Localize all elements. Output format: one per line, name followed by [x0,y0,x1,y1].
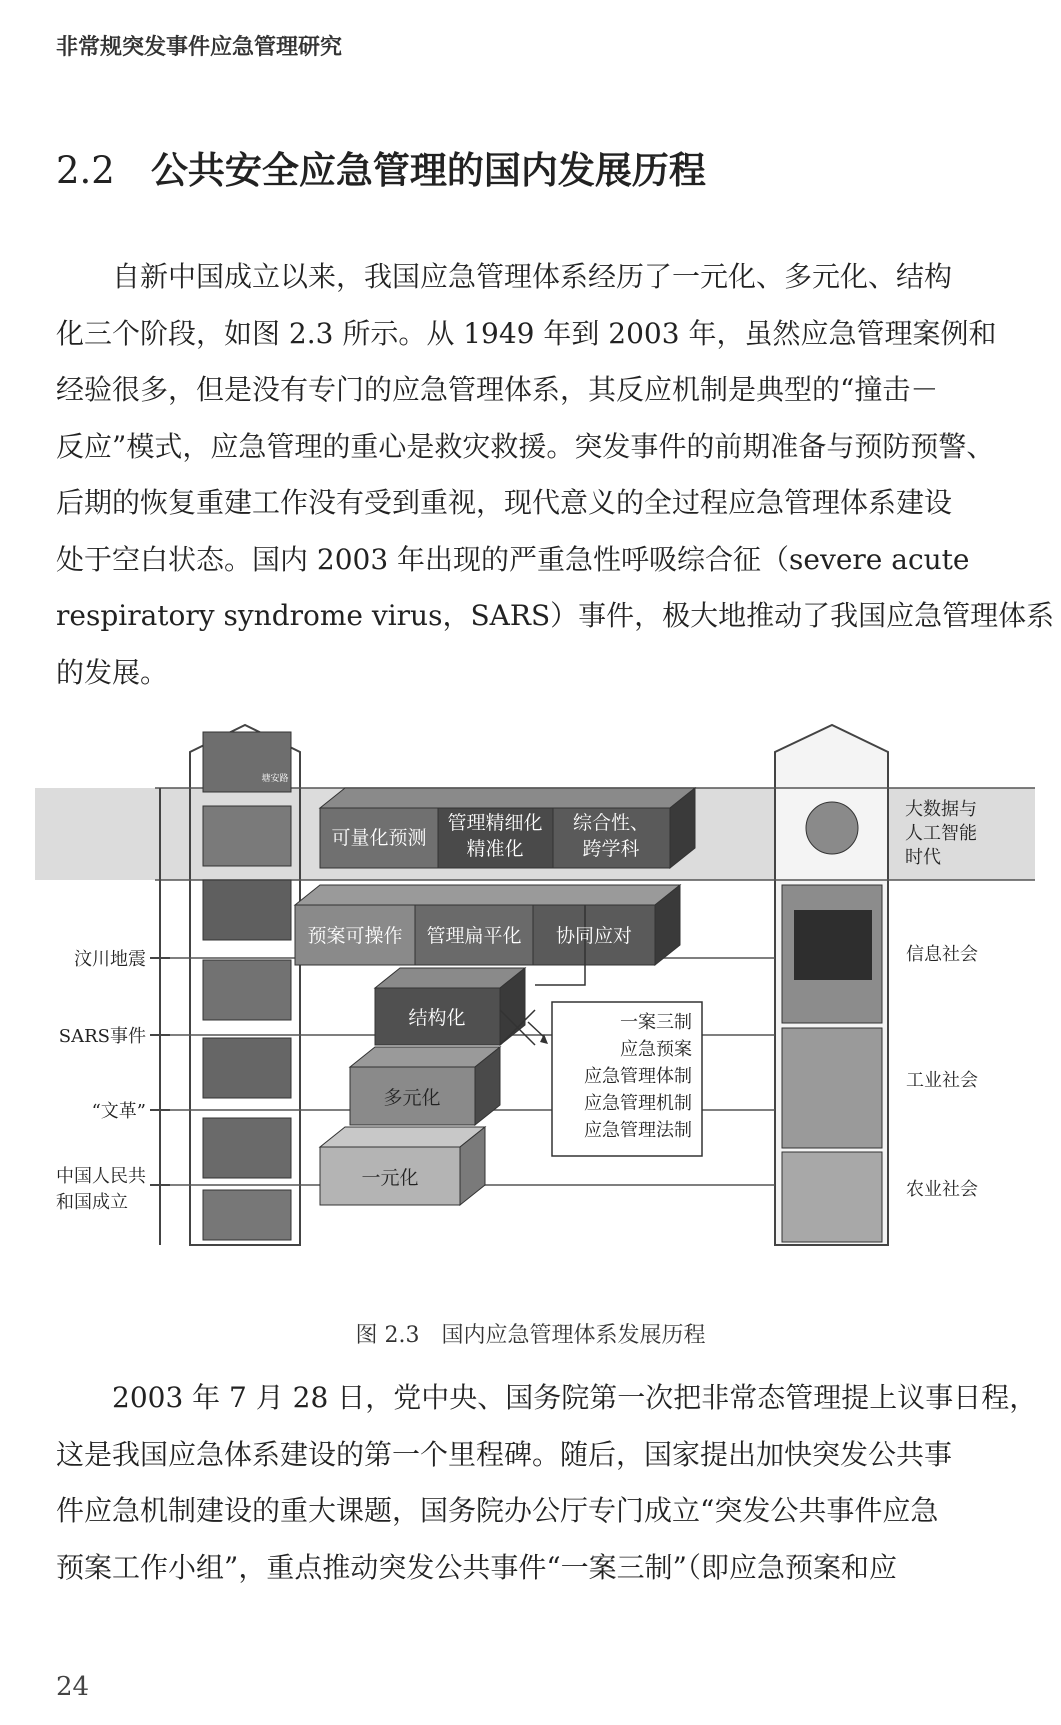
stage-label: 结构化 [408,1007,466,1029]
system-item: 应急预案 [620,1039,692,1060]
paragraph-2 [56,1370,1038,1596]
paragraph-line: 反应”模式，应急管理的重心是救灾救援。突发事件的前期准备与预防预警、 [56,429,995,463]
paragraph-line: 后期的恢复重建工作没有受到重视，现代意义的全过程应急管理体系建设 [56,486,953,519]
paragraph-line: 2003 年 7 月 28 日，党中央、国务院第一次把非常态管理提上议事日程， [56,1381,1038,1414]
paragraph-line: 件应急机制建设的重大课题，国务院办公厅专门成立“突发公共事件应急 [56,1494,939,1527]
system-item: 应急管理法制 [584,1120,692,1141]
paragraph-line: 这是我国应急体系建设的第一个里程碑。随后，国家提出加快突发公共事 [56,1437,953,1471]
stage-label: 精准化 [466,838,524,860]
stage-label: 多元化 [383,1087,441,1109]
stage-label: 一元化 [361,1167,419,1189]
era-label: 工业社会 [906,1070,978,1091]
paragraph-line: 的发展。 [56,655,169,689]
event-label: 中国人民共 [56,1166,146,1187]
system-item: 一案三制 [620,1012,692,1033]
stage-label: 协同应对 [555,925,633,947]
stage-label: 预案可操作 [307,925,403,947]
event-label: SARS事件 [58,1026,146,1047]
era-label: 农业社会 [906,1179,978,1200]
event-label: “文革” [91,1101,146,1122]
running-header: 非常规突发事件应急管理研究 [56,34,343,60]
paragraph-line: 经验很多，但是没有专门的应急管理体系，其反应机制是典型的“撞击－ [56,373,939,406]
stage-label: 管理精细化 [447,812,543,834]
paragraph-line: 处于空白状态。国内 2003 年出现的严重急性呼吸综合征（severe acute [56,542,970,576]
stage-label: 跨学科 [582,838,640,860]
era-label: 大数据与 [905,799,977,820]
paragraph-line: 自新中国成立以来，我国应急管理体系经历了一元化、多元化、结构 [56,260,953,293]
event-labels [56,949,146,1213]
history-photos [203,732,291,1240]
figure-2-3 [20,720,1050,1290]
era-label: 时代 [905,847,941,868]
figure-caption: 图 2.3 国内应急管理体系发展历程 [355,1323,706,1348]
event-label: 和国成立 [56,1192,128,1213]
section-number: 2.2 [56,149,115,192]
section-title: 公共安全应急管理的国内发展历程 [150,148,706,192]
system-item: 应急管理机制 [584,1093,692,1114]
event-label: 汶川地震 [74,949,146,970]
era-label: 信息社会 [906,944,978,965]
paragraph-line: respiratory syndrome virus，SARS）事件，极大地推动了我国应急管理体系 [56,599,1055,632]
photo-caption: 塘安路 [261,774,289,784]
paragraph-line: 预案工作小组”，重点推动突发公共事件“一案三制”（即应急预案和应 [56,1550,897,1584]
stage-label: 可量化预测 [331,827,427,849]
page-number: 24 [56,1672,90,1702]
diagram-svg [20,720,1050,1290]
system-item: 应急管理体制 [584,1066,692,1087]
section-heading [56,140,706,194]
stage-label: 综合性、 [572,812,650,834]
stage-label: 管理扁平化 [426,925,522,947]
paragraph-line: 化三个阶段，如图 2.3 所示。从 1949 年到 2003 年，虽然应急管理案例和 [56,316,997,350]
era-label: 人工智能 [905,823,977,844]
paragraph-1 [56,249,1055,701]
